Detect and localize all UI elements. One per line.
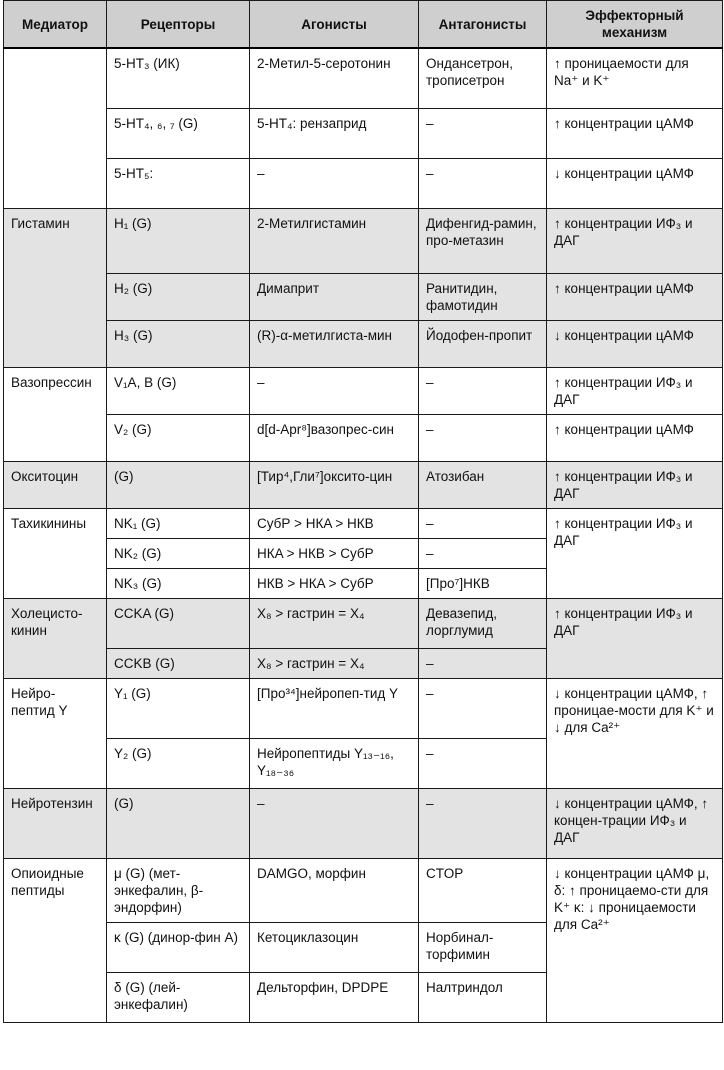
table-cell: ↑ концентрации ИФ₃ и ДАГ bbox=[547, 461, 723, 508]
header-mediator: Медиатор bbox=[4, 1, 107, 49]
table-cell: ↑ концентрации ИФ₃ и ДАГ bbox=[547, 367, 723, 414]
table-cell: – bbox=[419, 788, 547, 858]
header-receptors: Рецепторы bbox=[107, 1, 250, 49]
table-cell: Ондансетрон, трописетрон bbox=[419, 48, 547, 108]
table-cell: ↓ концентрации цАМФ μ, δ: ↑ проницаемо-сти для K⁺ κ: ↓ проницаемости для Ca²⁺ bbox=[547, 858, 723, 1022]
table-cell: – bbox=[419, 508, 547, 538]
table-cell: – bbox=[419, 108, 547, 158]
table-cell: – bbox=[250, 158, 419, 208]
table-cell: X₈ > гастрин = X₄ bbox=[250, 598, 419, 648]
table-cell: Дифенгид-рамин, про-метазин bbox=[419, 208, 547, 273]
table-cell: Дельторфин, DPDPE bbox=[250, 972, 419, 1022]
table-cell: X₈ > гастрин = X₄ bbox=[250, 648, 419, 678]
table-cell: 5-НТ₅: bbox=[107, 158, 250, 208]
table-cell: ↓ концентрации цАМФ, ↑ концен-трации ИФ₃ и ДАГ bbox=[547, 788, 723, 858]
table-cell: Тахикинины bbox=[4, 508, 107, 598]
table-cell: – bbox=[419, 414, 547, 461]
header-agonists: Агонисты bbox=[250, 1, 419, 49]
mediator-receptor-table bbox=[3, 0, 723, 1023]
table-row bbox=[4, 48, 723, 108]
table-cell: Окситоцин bbox=[4, 461, 107, 508]
table-cell: CTOP bbox=[419, 858, 547, 922]
table-cell: Нейропептиды Y₁₃₋₁₆, Y₁₈₋₃₆ bbox=[250, 738, 419, 788]
table-cell: ↑ проницаемости для Na⁺ и K⁺ bbox=[547, 48, 723, 108]
table-cell: Налтриндол bbox=[419, 972, 547, 1022]
table-cell: СубР > НКA > НКB bbox=[250, 508, 419, 538]
table-cell: d[d-Apr⁸]вазопрес-син bbox=[250, 414, 419, 461]
header-row bbox=[4, 1, 723, 49]
table-cell: [Про⁷]НКB bbox=[419, 568, 547, 598]
table-cell: V₂ (G) bbox=[107, 414, 250, 461]
header-antagonists: Антагонисты bbox=[419, 1, 547, 49]
table-cell: (R)-α-метилгиста-мин bbox=[250, 320, 419, 367]
table-row bbox=[4, 367, 723, 414]
table-cell: ↑ концентрации цАМФ bbox=[547, 273, 723, 320]
table-cell: Гистамин bbox=[4, 208, 107, 367]
table-cell: ↑ концентрации цАМФ bbox=[547, 108, 723, 158]
table-cell: Атозибан bbox=[419, 461, 547, 508]
table-cell: – bbox=[250, 367, 419, 414]
table-cell: ↓ концентрации цАМФ, ↑ проницае-мости для K⁺ и ↓ для Ca²⁺ bbox=[547, 678, 723, 788]
table-cell: – bbox=[419, 158, 547, 208]
table-cell: 5-НТ₃ (ИК) bbox=[107, 48, 250, 108]
table-cell: – bbox=[419, 538, 547, 568]
table-cell: НКB > НКA > СубР bbox=[250, 568, 419, 598]
table-cell: Нейро-пептид Y bbox=[4, 678, 107, 788]
table-cell: – bbox=[419, 678, 547, 738]
table-cell: 5-НТ₄, ₆, ₇ (G) bbox=[107, 108, 250, 158]
table-row bbox=[4, 414, 723, 461]
table-cell: – bbox=[250, 788, 419, 858]
table-row bbox=[4, 273, 723, 320]
table-cell: НКA > НКB > СубР bbox=[250, 538, 419, 568]
table-cell: 2-Метил-5-серотонин bbox=[250, 48, 419, 108]
table-body bbox=[4, 48, 723, 1022]
table-cell: Холецисто-кинин bbox=[4, 598, 107, 678]
table-row bbox=[4, 678, 723, 738]
table-cell bbox=[4, 48, 107, 208]
table-cell: NK₁ (G) bbox=[107, 508, 250, 538]
table-cell: μ (G) (мет-энкефалин, β-эндорфин) bbox=[107, 858, 250, 922]
table-cell: – bbox=[419, 738, 547, 788]
table-cell: Н₂ (G) bbox=[107, 273, 250, 320]
table-row bbox=[4, 461, 723, 508]
table-cell: Норбинал-торфимин bbox=[419, 922, 547, 972]
table-cell: Димаприт bbox=[250, 273, 419, 320]
table-cell: CCKA (G) bbox=[107, 598, 250, 648]
table-cell: Н₁ (G) bbox=[107, 208, 250, 273]
table-row bbox=[4, 858, 723, 922]
table-cell: NK₃ (G) bbox=[107, 568, 250, 598]
table-cell: ↓ концентрации цАМФ bbox=[547, 158, 723, 208]
table-cell: Девазепид, лорглумид bbox=[419, 598, 547, 648]
table-cell: ↑ концентрации ИФ₃ и ДАГ bbox=[547, 598, 723, 678]
table-row bbox=[4, 208, 723, 273]
table-cell: (G) bbox=[107, 461, 250, 508]
table-row bbox=[4, 158, 723, 208]
table-cell: Нейротензин bbox=[4, 788, 107, 858]
table-cell: DAMGO, морфин bbox=[250, 858, 419, 922]
table-cell: V₁A, B (G) bbox=[107, 367, 250, 414]
table-cell: Кетоциклазоцин bbox=[250, 922, 419, 972]
table-cell: [Тир⁴,Гли⁷]оксито-цин bbox=[250, 461, 419, 508]
table-row bbox=[4, 788, 723, 858]
table-cell: Y₂ (G) bbox=[107, 738, 250, 788]
table-cell: Йодофен-пропит bbox=[419, 320, 547, 367]
table-cell: (G) bbox=[107, 788, 250, 858]
table-cell: Ранитидин, фамотидин bbox=[419, 273, 547, 320]
table-cell: Опиоидные пептиды bbox=[4, 858, 107, 1022]
table-cell: Вазопрессин bbox=[4, 367, 107, 461]
table-cell: δ (G) (лей-энкефалин) bbox=[107, 972, 250, 1022]
table-cell: Y₁ (G) bbox=[107, 678, 250, 738]
table-row bbox=[4, 598, 723, 648]
table-cell: – bbox=[419, 648, 547, 678]
table-cell: ↑ концентрации ИФ₃ и ДАГ bbox=[547, 508, 723, 598]
table-row bbox=[4, 108, 723, 158]
table-cell: κ (G) (динор-фин А) bbox=[107, 922, 250, 972]
table-row bbox=[4, 320, 723, 367]
table-cell: 5-НТ₄: рензаприд bbox=[250, 108, 419, 158]
table-cell: NK₂ (G) bbox=[107, 538, 250, 568]
table-cell: ↓ концентрации цАМФ bbox=[547, 320, 723, 367]
table-cell: ↑ концентрации цАМФ bbox=[547, 414, 723, 461]
header-effector-mechanism: Эффекторный механизм bbox=[547, 1, 723, 49]
table-cell: Н₃ (G) bbox=[107, 320, 250, 367]
table-cell: ↑ концентрации ИФ₃ и ДАГ bbox=[547, 208, 723, 273]
table-cell: CCKB (G) bbox=[107, 648, 250, 678]
table-cell: – bbox=[419, 367, 547, 414]
table-row bbox=[4, 508, 723, 538]
table-cell: [Про³⁴]нейропеп-тид Y bbox=[250, 678, 419, 738]
table-cell: 2-Метилгистамин bbox=[250, 208, 419, 273]
